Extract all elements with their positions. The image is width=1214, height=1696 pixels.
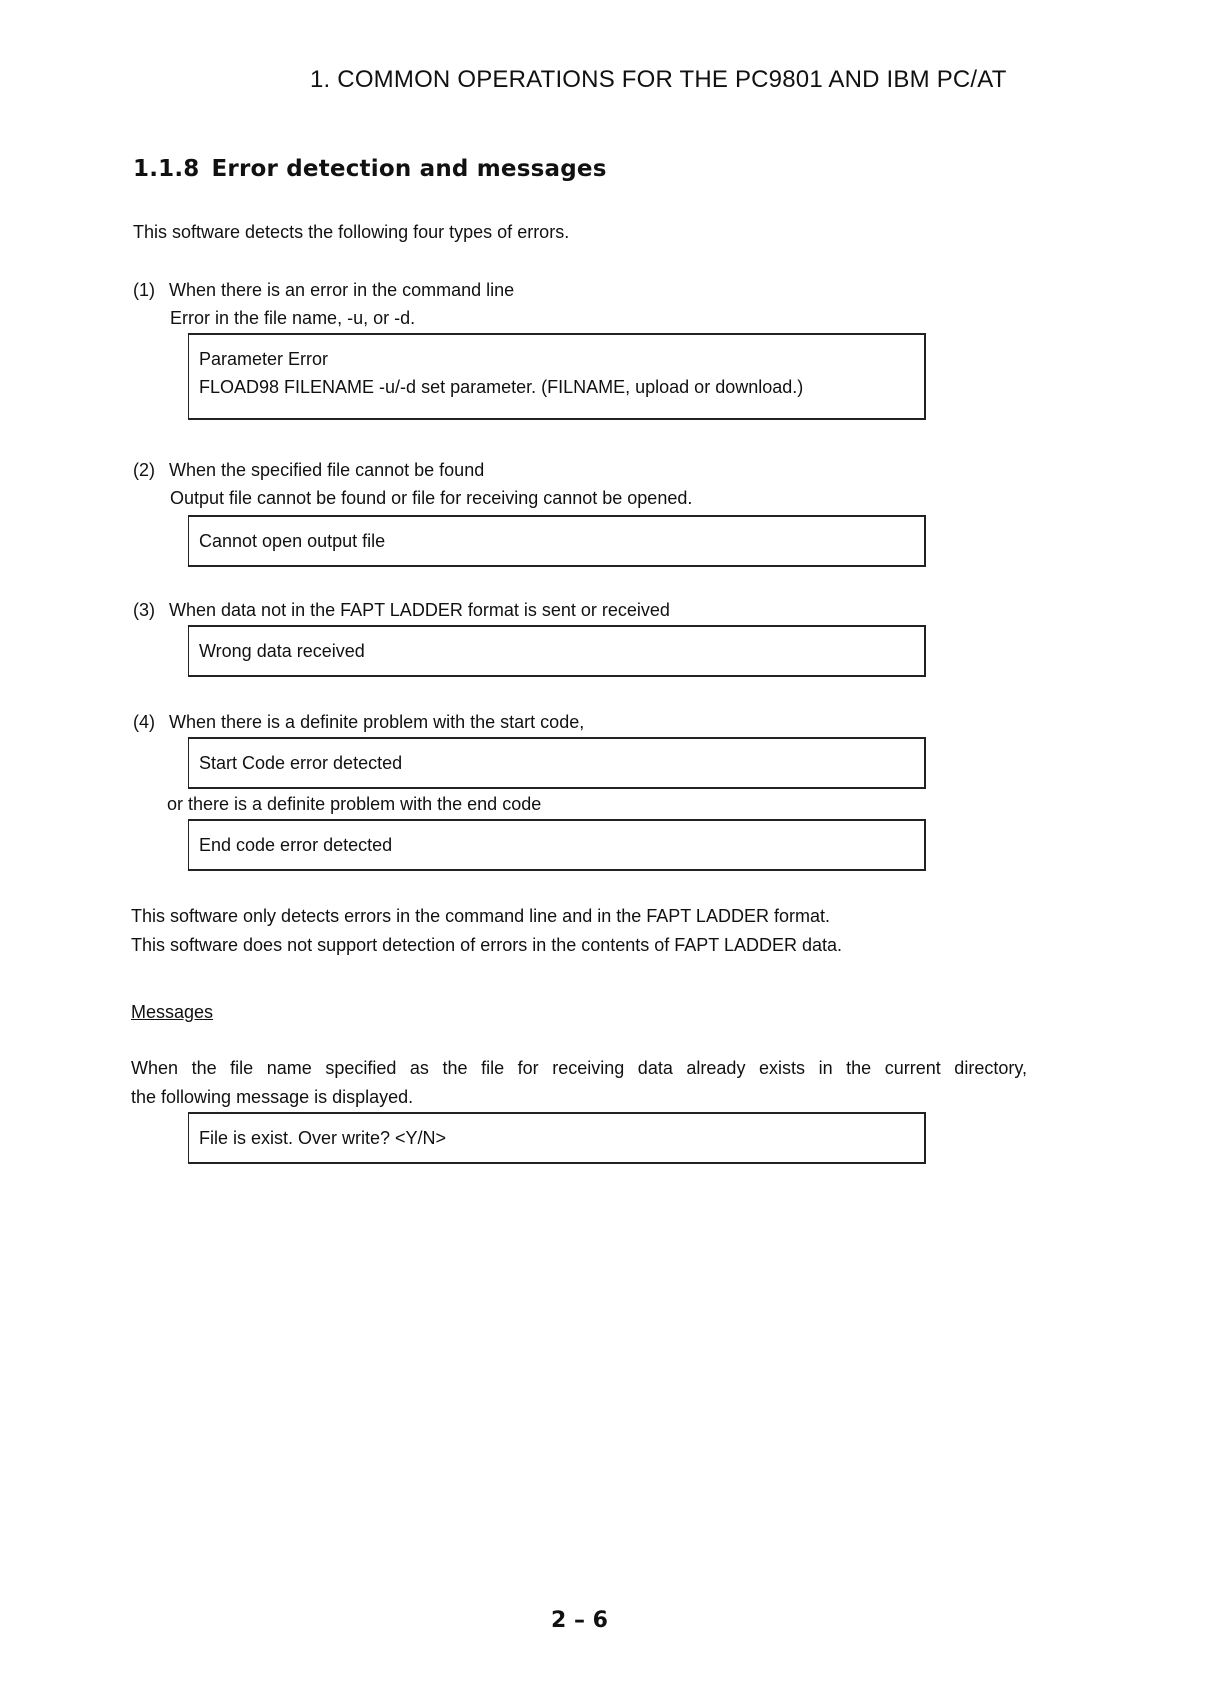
running-header: 1. COMMON OPERATIONS FOR THE PC9801 AND IBM PC/AT [310,66,1007,93]
error-message-box-4b [188,819,926,871]
error-detail-2: Output file cannot be found or file for receiving cannot be opened. [170,488,693,508]
messages-heading: Messages [131,1002,214,1022]
message-line: FLOAD98 FILENAME -u/-d set parameter. (FILNAME, upload or download.) [199,377,804,397]
error-index: (1) [133,280,155,300]
page-number: 2 – 6 [551,1608,608,1633]
message-line: Parameter Error [199,349,329,369]
error-condition: When there is an error in the command line [169,280,515,300]
error-index: (2) [133,460,155,480]
note-line-1: This software only detects errors in the command line and in the FAPT LADDER format. [131,906,830,926]
intro-text: This software detects the following four types of errors. [133,222,570,242]
section-title-text: Error detection and messages [211,156,607,182]
error-condition: When data not in the FAPT LADDER format is sent or received [169,600,670,620]
message-line: File is exist. Over write? <Y/N> [199,1128,447,1148]
error-message-box-3 [188,625,926,677]
error-item-2 [133,460,484,481]
message-line: Start Code error detected [199,753,403,773]
error-message-box-2 [188,515,926,567]
error-item-4 [133,712,584,733]
message-line: Wrong data received [199,641,365,661]
note-line-2: This software does not support detection of errors in the contents of FAPT LADDER data. [131,935,843,955]
error-item-3 [133,600,670,621]
overwrite-message-box [188,1112,926,1164]
section-number: 1.1.8 [133,156,200,182]
messages-description-line-1: When the file name specified as the file for receiving data already exists in the current directory, [131,1058,1027,1078]
error-index: (3) [133,600,155,620]
error-index: (4) [133,712,155,732]
messages-description-line-2: the following message is displayed. [131,1087,414,1107]
error-detail-1: Error in the file name, -u, or -d. [170,308,416,328]
error-condition: When there is a definite problem with the start code, [169,712,585,732]
error-message-box-1 [188,333,926,420]
section-title [133,156,607,182]
message-line: End code error detected [199,835,393,855]
error-message-box-4a [188,737,926,789]
error-alt-condition-4: or there is a definite problem with the end code [167,794,542,814]
message-line: Cannot open output file [199,531,386,551]
error-item-1 [133,280,514,301]
error-condition: When the specified file cannot be found [169,460,485,480]
